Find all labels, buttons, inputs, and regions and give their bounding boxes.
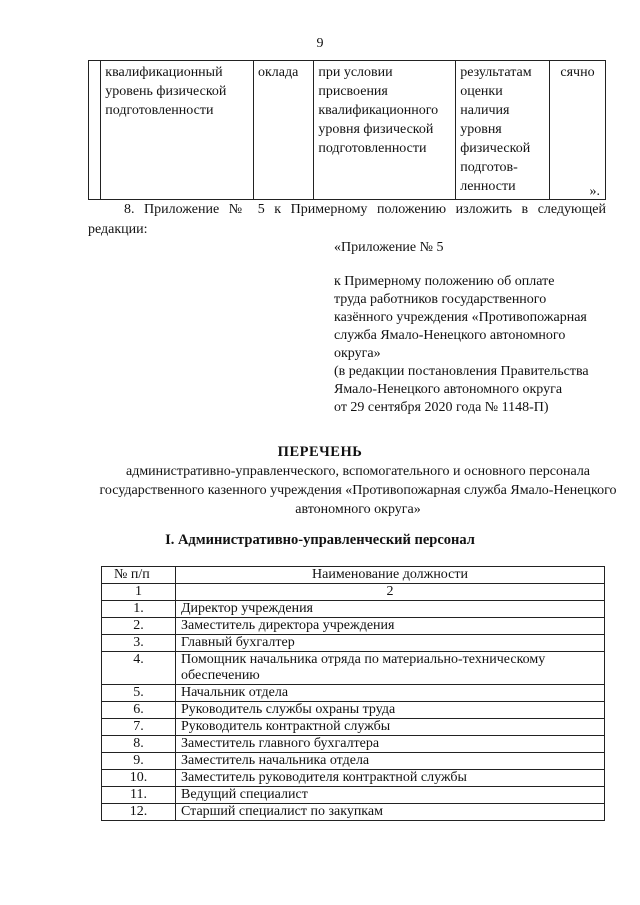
header-position-name: Наименование должности (176, 567, 605, 584)
row-number: 8. (102, 736, 176, 753)
index-cell: 1 (102, 584, 176, 601)
table-row (102, 770, 605, 787)
section-title: I. Административно-управленческий персонал (165, 532, 475, 548)
position-name: Директор учреждения (176, 601, 605, 618)
table-row (102, 601, 605, 618)
amendment-paragraph: 8. Приложение № 5 к Примерному положению изложить в следующей редакции: (88, 202, 606, 237)
list-title: ПЕРЕЧЕНЬ (277, 444, 363, 460)
row-number: 2. (102, 618, 176, 635)
table-cell-empty (89, 61, 101, 200)
table-cell: оклада (253, 61, 313, 200)
table-row (102, 736, 605, 753)
positions-table (101, 566, 605, 821)
appendix-line: (в редакции постановления Правительства (334, 364, 589, 379)
table-index-row (102, 584, 605, 601)
table-row (102, 652, 605, 685)
position-name: Заместитель начальника отдела (176, 753, 605, 770)
table-row (102, 618, 605, 635)
table-row (102, 702, 605, 719)
position-name: Заместитель руководителя контрактной службы (176, 770, 605, 787)
list-subtitle: административно-управленческого, вспомогательного и основного персонала государственного казенного учреждения «Противопожарная служба Ямало-Ненецкого автономного округа» (99, 464, 617, 517)
appendix-line: служба Ямало-Ненецкого автономного (334, 328, 566, 343)
table-cell: результатам оценки наличия уровня физической подготов-ленности (456, 61, 550, 200)
position-name: Ведущий специалист (176, 787, 605, 804)
position-name: Руководитель контрактной службы (176, 719, 605, 736)
appendix-line: Ямало-Ненецкого автономного округа (334, 382, 563, 397)
row-number: 6. (102, 702, 176, 719)
index-cell: 2 (176, 584, 605, 601)
table-row (102, 635, 605, 652)
position-name: Старший специалист по закупкам (176, 804, 605, 821)
table-header-row (102, 567, 605, 584)
row-number: 5. (102, 685, 176, 702)
position-name: Заместитель главного бухгалтера (176, 736, 605, 753)
row-number: 9. (102, 753, 176, 770)
table-row (102, 804, 605, 821)
position-name: Заместитель директора учреждения (176, 618, 605, 635)
appendix-line: от 29 сентября 2020 года № 1148-П) (334, 400, 549, 415)
table-row (102, 719, 605, 736)
position-name: Помощник начальника отряда по материально-техническому обеспечению (176, 652, 605, 685)
table-row (89, 61, 606, 200)
row-number: 11. (102, 787, 176, 804)
appendix-line: казённого учреждения «Противопожарная (334, 310, 587, 325)
continuation-table (88, 60, 606, 200)
appendix-line: округа» (334, 346, 381, 361)
appendix-line: труда работников государственного (334, 292, 547, 307)
position-name: Начальник отдела (176, 685, 605, 702)
header-number: № п/п (102, 567, 176, 584)
row-number: 7. (102, 719, 176, 736)
position-name: Руководитель службы охраны труда (176, 702, 605, 719)
row-number: 1. (102, 601, 176, 618)
appendix-title: «Приложение № 5 (334, 240, 444, 255)
table-cell: при условии присвоения квалификационного уровня физической подготовленности (314, 61, 456, 200)
position-name: Главный бухгалтер (176, 635, 605, 652)
row-number: 4. (102, 652, 176, 685)
row-number: 12. (102, 804, 176, 821)
table-cell: сячно (549, 61, 605, 200)
table-row (102, 787, 605, 804)
table-cell: квалификационный уровень физической подготовленности (101, 61, 254, 200)
table-row (102, 753, 605, 770)
closing-quote: ». (589, 184, 600, 199)
table-row (102, 685, 605, 702)
row-number: 10. (102, 770, 176, 787)
appendix-line: к Примерному положению об оплате (334, 274, 555, 289)
appendix-header (334, 239, 624, 417)
row-number: 3. (102, 635, 176, 652)
page-number: 9 (316, 36, 324, 51)
